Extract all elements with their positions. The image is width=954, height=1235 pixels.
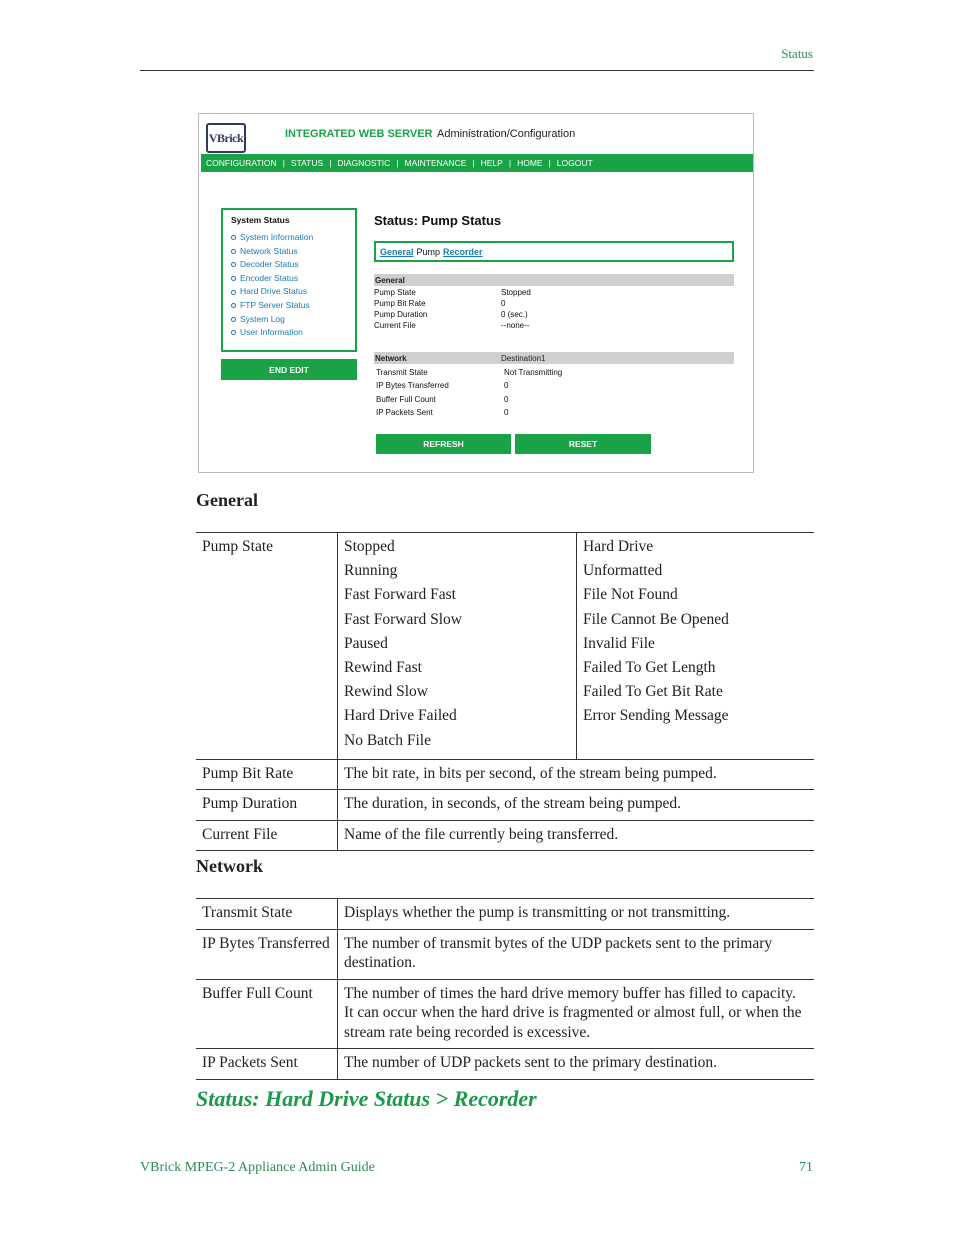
bullet-icon: [231, 330, 236, 335]
subnav-general-link[interactable]: General: [380, 246, 414, 257]
general-heading: General: [196, 490, 258, 510]
subnav-pump-current: Pump: [416, 246, 441, 257]
status-row: Buffer Full Count 0: [376, 395, 509, 404]
panel-title: Status: Pump Status: [374, 213, 502, 228]
table-row: Pump Duration The duration, in seconds, of the stream being pumped.: [196, 790, 814, 821]
page-number: 71: [799, 1160, 813, 1175]
nav-status[interactable]: STATUS: [290, 158, 324, 168]
footer-guide-title: VBrick MPEG-2 Appliance Admin Guide: [140, 1160, 375, 1175]
table-row: Current File Name of the file currently being transferred.: [196, 820, 814, 851]
status-row: Transmit State Not Transmitting: [376, 368, 563, 377]
network-heading: Network: [196, 856, 263, 876]
nav-configuration[interactable]: CONFIGURATION: [206, 158, 277, 168]
pump-state-label: Pump State: [202, 538, 274, 555]
pump-state-values-col1: Stopped Running Fast Forward Fast Fast Forward Slow Paused Rewind Fast Rewind Slow Hard Drive Failed No Batch File: [338, 533, 577, 760]
nav-help[interactable]: HELP: [480, 158, 503, 168]
subnav-recorder-link[interactable]: Recorder: [443, 246, 483, 257]
general-table: [196, 532, 814, 851]
table-row: Transmit State Displays whether the pump is transmitting or not transmitting.: [196, 899, 814, 930]
network-section-header: Network Destination1: [374, 352, 734, 364]
web-server-subtitle: Administration/Configuration: [437, 128, 576, 140]
bullet-icon: [231, 317, 236, 322]
web-server-title: INTEGRATED WEB SERVER: [285, 128, 433, 140]
status-row: Pump State Stopped: [374, 288, 531, 297]
pump-state-values-col2: Hard Drive Unformatted File Not Found File Cannot Be Opened Invalid File Failed To Get Length Failed To Get Bit Rate Error Sending Message: [577, 533, 815, 760]
table-row: Pump Bit Rate The bit rate, in bits per second, of the stream being pumped.: [196, 759, 814, 790]
nav-diagnostic[interactable]: DIAGNOSTIC: [337, 158, 391, 168]
top-nav-bar: CONFIGURATION | STATUS | DIAGNOSTIC | MAINTENANCE | HELP | HOME | LOGOUT: [201, 154, 753, 172]
sidebar-item-hard-drive-status[interactable]: Hard Drive Status: [231, 285, 347, 299]
sidebar-title: System Status: [231, 215, 290, 225]
table-row: IP Packets Sent The number of UDP packets sent to the primary destination.: [196, 1049, 814, 1080]
pump-subnav: [374, 241, 734, 262]
network-destination: Destination1: [501, 353, 546, 363]
network-table: [196, 898, 814, 1080]
nav-home[interactable]: HOME: [517, 158, 543, 168]
table-row: Buffer Full Count The number of times the hard drive memory buffer has filled to capacity. It can occur when the hard drive is fragmented or almost full, or when the stream rate being recorded is excessive.: [196, 979, 814, 1049]
refresh-button[interactable]: REFRESH: [376, 434, 511, 454]
nav-logout[interactable]: LOGOUT: [556, 158, 593, 168]
sidebar-item-network-status[interactable]: Network Status: [231, 245, 347, 259]
status-row: Pump Duration 0 (sec.): [374, 310, 528, 319]
sidebar-item-encoder-status[interactable]: Encoder Status: [231, 272, 347, 286]
end-edit-button[interactable]: END EDIT: [221, 359, 357, 380]
sidebar-item-system-information[interactable]: System Information: [231, 231, 347, 245]
bullet-icon: [231, 290, 236, 295]
sidebar-item-ftp-server-status[interactable]: FTP Server Status: [231, 299, 347, 313]
bullet-icon: [231, 303, 236, 308]
reset-button[interactable]: RESET: [515, 434, 651, 454]
sidebar-item-decoder-status[interactable]: Decoder Status: [231, 258, 347, 272]
bullet-icon: [231, 235, 236, 240]
status-row: Current File --none--: [374, 321, 530, 330]
running-head: Status: [781, 46, 813, 61]
general-section-header: General: [374, 274, 734, 286]
sidebar-item-system-log[interactable]: System Log: [231, 313, 347, 327]
header-rule: [140, 70, 814, 71]
status-row: IP Bytes Transferred 0: [376, 381, 509, 390]
sidebar-item-user-information[interactable]: User Information: [231, 326, 347, 340]
status-row: IP Packets Sent 0: [376, 408, 509, 417]
table-row: IP Bytes Transferred The number of transmit bytes of the UDP packets sent to the primary destination.: [196, 929, 814, 979]
bullet-icon: [231, 249, 236, 254]
next-section-heading: Status: Hard Drive Status > Recorder: [196, 1086, 537, 1111]
pump-status-screenshot: [198, 113, 754, 473]
bullet-icon: [231, 276, 236, 281]
status-row: Pump Bit Rate 0: [374, 299, 506, 308]
table-row: [196, 533, 814, 760]
system-status-sidebar: [221, 208, 357, 352]
vbrick-logo: VBrick: [206, 123, 246, 153]
bullet-icon: [231, 262, 236, 267]
nav-maintenance[interactable]: MAINTENANCE: [404, 158, 467, 168]
